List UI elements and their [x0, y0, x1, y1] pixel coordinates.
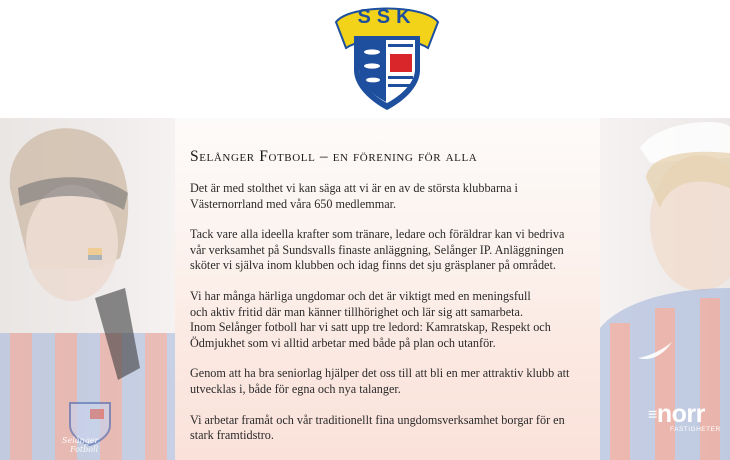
photo-left-player — [0, 118, 185, 460]
sponsor-word — [648, 400, 721, 429]
photo-left-illustration — [0, 118, 185, 460]
paragraph-line: Det är med stolthet vi kan säga att vi är en av de största klubbarna i — [190, 181, 518, 195]
shirt-badge-text — [62, 436, 98, 454]
shirt-badge-line-2: Fotboll — [70, 445, 99, 454]
paragraph-2 — [190, 227, 590, 274]
paragraph-line: Västernorrland med våra 650 medlemmar. — [190, 196, 397, 211]
paragraph-line: Tack vare alla ideella krafter som tränare, ledare och föräldrar kan vi bedriva — [190, 227, 565, 242]
article — [190, 148, 590, 459]
logo-text: SSK — [357, 6, 417, 28]
sponsor-subtitle: FASTIGHETER — [670, 426, 721, 433]
paragraph-line: Vi arbetar framåt och vår traditionellt fina ungdomsverksamhet borgar för en — [190, 412, 565, 427]
shirt-badge-line-1: Selånger — [62, 436, 99, 445]
paragraph-line: och aktiv fritid där man känner tillhörighet och lär sig att samarbeta. — [190, 304, 524, 319]
paragraph-line: utvecklas i, både för egna och nya talanger. — [190, 381, 401, 396]
article-title: Selånger Fotboll – en förening för alla — [190, 148, 478, 165]
sponsor-name: norr — [656, 400, 705, 428]
club-logo — [332, 2, 442, 114]
paragraph-5 — [190, 413, 590, 444]
paragraph-1 — [190, 181, 590, 212]
paragraph-4 — [190, 366, 590, 397]
paragraph-line: Ödmjukhet som vi alltid arbetar med både på plan och utanför. — [190, 335, 496, 350]
paragraph-3 — [190, 289, 590, 351]
sponsor-mark-icon: ≡ — [648, 406, 657, 424]
paragraph-line: Genom att ha bra seniorlag hjälper det oss till att bli en mer attraktiv klubb att — [190, 366, 570, 381]
paragraph-line: sköter vi själva inom klubben och idag finns det sju gräsplaner på området. — [190, 258, 556, 273]
paragraph-line: Inom Selånger fotboll har vi satt upp tre ledord: Kamratskap, Respekt och — [190, 320, 551, 335]
paragraph-line: Vi har många härliga ungdomar och det är viktigt med en meningsfull — [190, 288, 531, 303]
sponsor-logo — [648, 400, 721, 433]
paragraph-line: vår verksamhet på Sundsvalls finaste anläggning, Selånger IP. Anläggningen — [190, 242, 564, 257]
paragraph-line: stark framtidstro. — [190, 428, 274, 443]
